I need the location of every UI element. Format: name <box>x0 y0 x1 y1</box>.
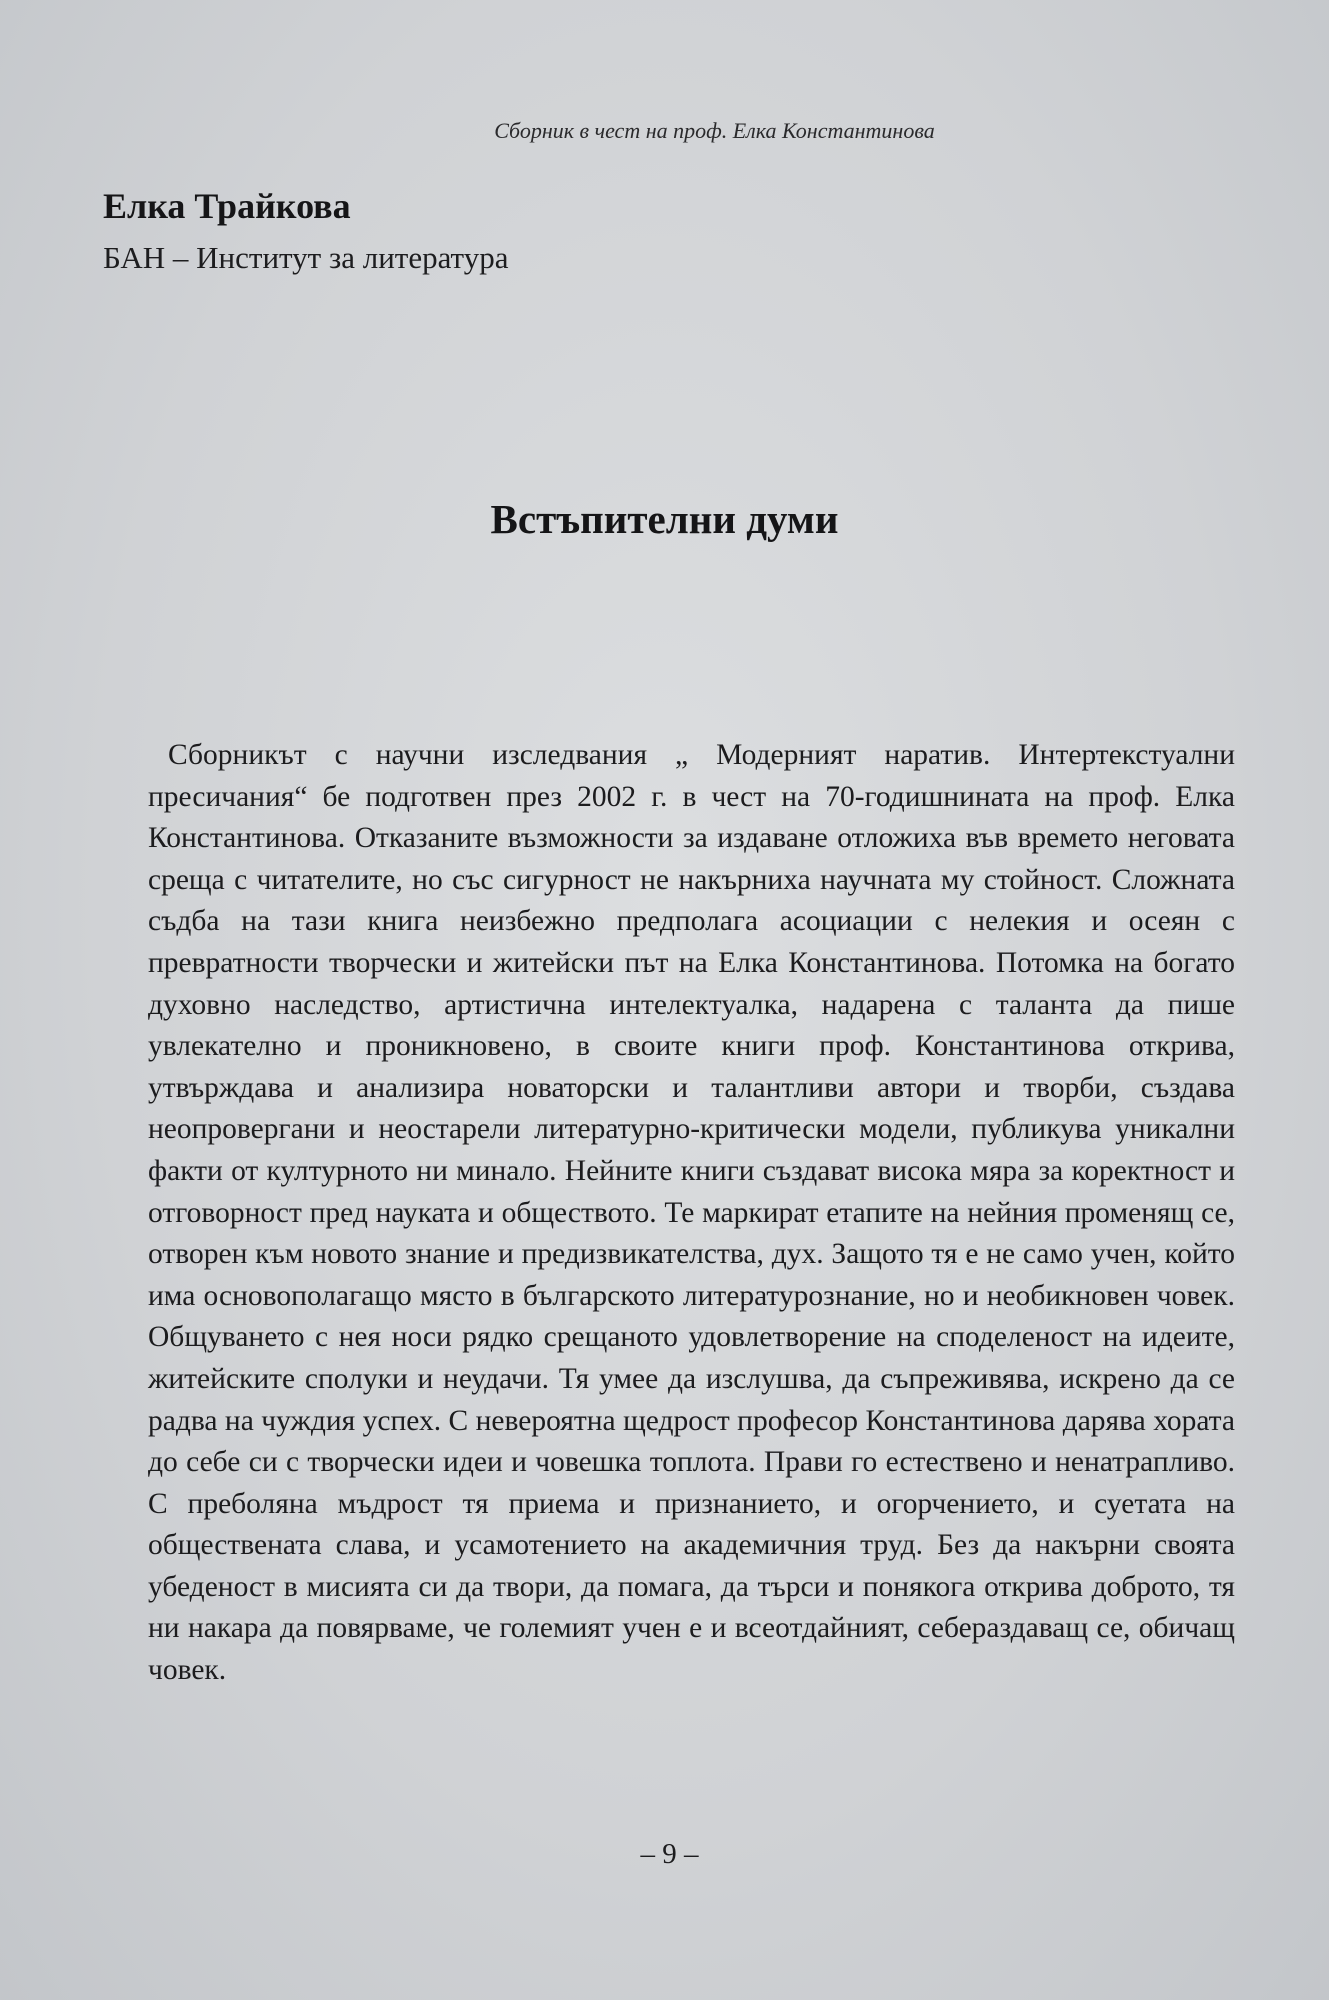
article-title: Встъпителни думи <box>490 496 839 542</box>
running-header: Сборник в чест на проф. Елка Константинова <box>494 118 935 143</box>
article-body-paragraph: Сборникът с научни изследвания „ Модерният наратив. Интертекстуални пресичания“ бе подготвен през 2002 г. в чест на 70-годишнината на проф. Елка Константинова. Отказаните възможности за издаване отложиха във времето неговата среща с читателите, но със сигурност не накърниха научната му стойност. Сложната съдба на тази книга неизбежно предполага асоциации с нелекия и осеян с превратности творчески и житейски път на Елка Константинова. Потомка на богато духовно наследство, артистична интелектуалка, надарена с таланта да пише увлекателно и проникновено, в своите книги проф. Константинова открива, утвърждава и анализира новаторски и талантливи автори и творби, създава неопровергани и неостарели литературно-критически модели, публикува уникални факти от културното ни минало. Нейните книги създават висока мяра за коректност и отговорност пред науката и обществото. Те маркират етапите на нейния променящ се, отворен към новото знание и предизвикателства, дух. Защото тя е не само учен, който има основополагащо място в българското литературознание, но и необикновен човек. Общуването с нея носи рядко срещаното удовлетворение на споделеност на идеите, житейските сполуки и неудачи. Тя умее да изслушва, да съпреживява, искрено да се радва на чуждия успех. С невероятна щедрост професор Константинова дарява хората до себе си с творчески идеи и човешка топлота. Прави го естествено и ненатрапливо. С преболяна мъдрост тя приема и признанието, и огорчението, и суетата на обществената слава, и усамотението на академичния труд. Без да накърни своята убеденост в мисията си да твори, да помага, да търси и понякога открива доброто, тя ни накара да повярваме, че големият учен е и всеотдайният, себераздаващ се, обичащ човек. <box>148 739 1235 1687</box>
author-affiliation: БАН – Институт за литература <box>103 240 509 275</box>
author-name: Елка Трайкова <box>103 186 351 226</box>
page-number: – 9 – <box>640 1838 699 1870</box>
